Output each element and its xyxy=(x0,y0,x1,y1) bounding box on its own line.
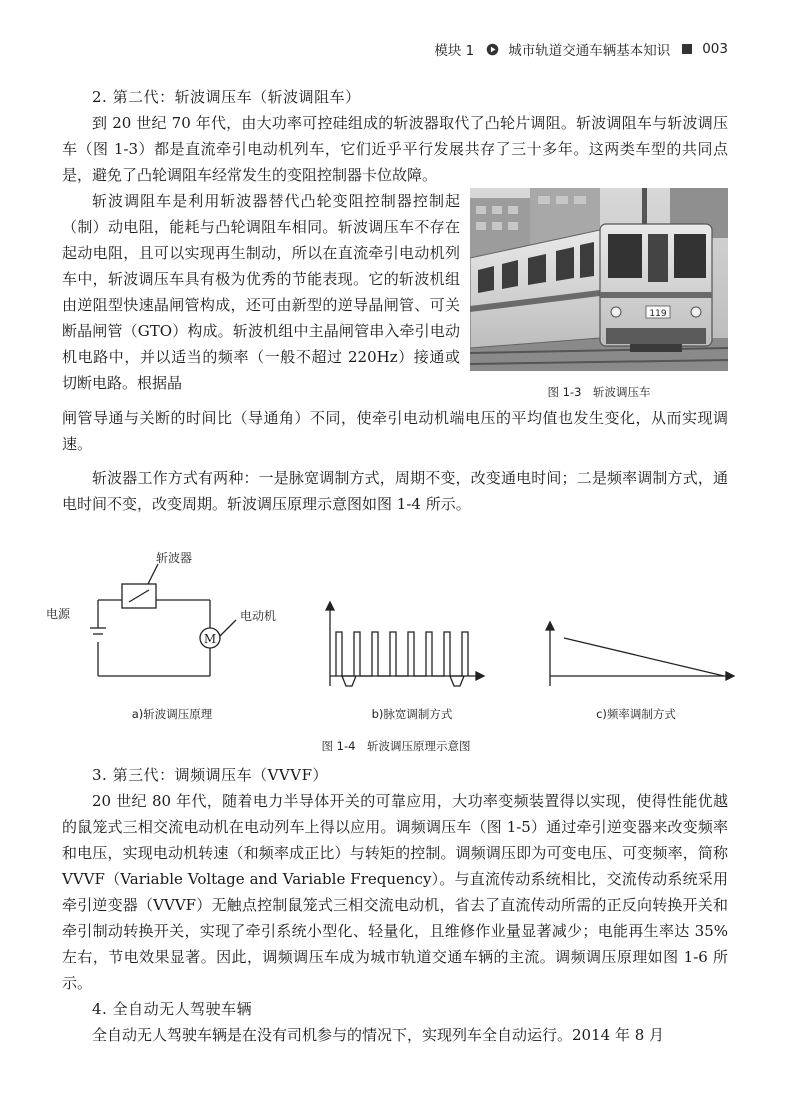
subfigure-b-label: b)脉宽调制方式 xyxy=(371,707,453,721)
section-heading: 2. 第二代：斩波调压车（斩波调阻车） xyxy=(92,88,361,106)
section-heading: 3. 第三代：调频调压车（VVVF） xyxy=(92,766,328,784)
figure-1-4 xyxy=(40,548,740,758)
paragraph: 全自动无人驾驶车辆是在没有司机参与的情况下，实现列车全自动运行。2014 年 8 月 xyxy=(92,1026,665,1044)
square-bullet-icon xyxy=(682,44,692,54)
paragraph: 斩波调阻车是利用斩波器替代凸轮变阻控制器控制起（制）动电阻，能耗与凸轮调阻车相同。斩波调压车不存在起动电阻，且可以实现再生制动，所以在直流牵引电动机列车中，斩波调压车具有极为优秀的节能表现。它的斩波机组由逆阻型快速晶闸管构成，还可由新型的逆导晶闸管、可关断晶闸管（GTO）构成。斩波机组中主晶闸管串入牵引电动机电路中，并以适当的频率（一般不超过 220Hz）接通或切断电路。根据晶 xyxy=(62,192,460,392)
motor-label: 电动机 xyxy=(240,609,277,623)
frequency-waveform xyxy=(546,622,734,686)
paragraph-continuation: 闸管导通与关断的时间比（导通角）不同，使牵引电动机端电压的平均值也发生变化，从而实现调速。 xyxy=(62,409,728,453)
module-label: 模块 1 xyxy=(434,43,475,59)
subfigure-a-label: a)斩波调压原理 xyxy=(131,707,213,721)
pwm-waveform xyxy=(326,602,484,686)
subfigure-c-label: c)频率调制方式 xyxy=(596,707,676,721)
train-photo xyxy=(470,188,728,371)
paragraph: 斩波器工作方式有两种：一是脉宽调制方式，周期不变，改变通电时间；二是频率调制方式，通电时间不变，改变周期。斩波调压原理示意图如图 1-4 所示。 xyxy=(62,469,728,513)
text-figure-row xyxy=(62,188,728,405)
chopper-diagram xyxy=(40,548,740,758)
motor-symbol: M xyxy=(203,632,217,646)
figure-caption: 图 1-4 斩波调压原理示意图 xyxy=(321,739,471,753)
power-source-label: 电源 xyxy=(46,607,71,621)
paragraph: 到 20 世纪 70 年代，由大功率可控硅组成的斩波器取代了凸轮片调阻。斩波调阻车与斩波调压车（图 1-3）都是直流牵引电动机列车，它们近乎平行发展共存了三十多年。这两类车型的共同点是，避免了凸轮调阻车经常发生的变阻控制器卡位故障。 xyxy=(62,114,728,184)
chopper-label: 斩波器 xyxy=(156,551,193,565)
figure-caption: 图 1-3 斩波调压车 xyxy=(547,385,651,399)
play-circle-icon xyxy=(486,43,499,56)
section-heading: 4. 全自动无人驾驶车辆 xyxy=(92,1000,253,1018)
page-number: 003 xyxy=(702,41,728,57)
lower-text-block xyxy=(62,762,728,1048)
chapter-title: 城市轨道交通车辆基本知识 xyxy=(508,43,671,59)
running-header xyxy=(434,38,728,60)
train-number-label: 119 xyxy=(649,309,667,319)
paragraph: 20 世纪 80 年代，随着电力半导体开关的可靠应用，大功率变频装置得以实现，使得性能优越的鼠笼式三相交流电动机在电动列车上得以应用。调频调压车（图 1-5）通过牵引逆变器来改变频率和电压，实现电动机转速（和频率成正比）与转矩的控制。调频调压即为可变电压、可变频率，简称 VVVF（Variable Voltage and Variable Frequency）。与直流传动系统相比，交流传动系统采用牵引逆变器（VVVF）无触点控制鼠笼式三相交流电动机，省去了直流传动所需的正反向转换开关和牵引制动转换开关，实现了牵引系统小型化、轻量化，且维修作业量显著减少；电能再生率达 35% 左右，节电效果显著。因此，调频调压车成为城市轨道交通车辆的主流。调频调压原理如图 1-6 所示。 xyxy=(62,792,728,992)
circuit-diagram xyxy=(90,564,236,676)
figure-1-3 xyxy=(470,188,728,405)
upper-text-block xyxy=(62,84,728,517)
